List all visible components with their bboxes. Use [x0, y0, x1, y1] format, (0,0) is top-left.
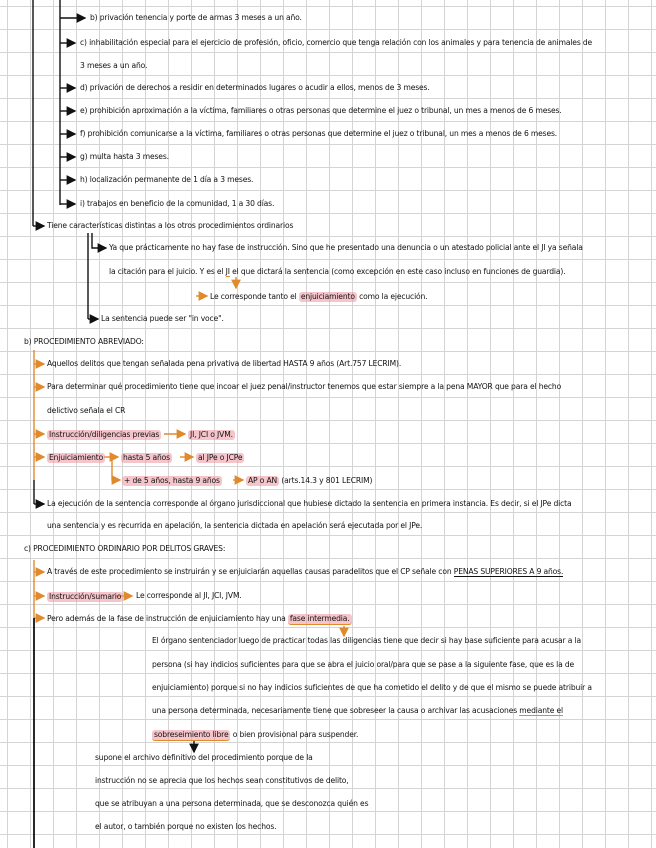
mediante-el-underlined: mediante el — [519, 706, 563, 715]
list-item-c: c) inhabilitación especial para el ejercicio de profesión, oficio, comercio que tenga relación con los animales y para tenencia de animales de — [80, 38, 593, 47]
sobreseimiento-line3: que se atribuyan a una persona determinada, que se desconozca quién es — [95, 799, 369, 808]
leve-instruccion-line2: la citación para el juicio. Y es el JI el que dictará la sentencia (como excepción en este caso incluso en funciones de guardia). — [109, 267, 566, 276]
sobreseimiento-line2: instrucción no se aprecia que los hechos sean constitutivos de delito, — [95, 776, 349, 785]
leve-instruccion-line1: Ya que prácticamente no hay fase de instrucción. Sino que he presentado una denuncia o un atestado policial ante el JI ya señala — [109, 243, 583, 252]
leve-corresponde: Le corresponde tanto el enjuiciamiento como la ejecución. — [210, 292, 428, 301]
abreviado-enjuiciamiento: Enjuiciamiento — [49, 453, 104, 462]
ordinario-p1: A través de este procedimiento se instruirán y se enjuiciarán aquellas causas paradelitos que el CP señale con PENAS SUPERIORES A 9 años. — [47, 567, 564, 576]
abreviado-instruccion-value: JI, JCI o JVM. — [190, 430, 233, 439]
instruccion-label: Instrucción/diligencias previas — [49, 430, 160, 439]
leve-caracteristicas: Tiene características distintas a los otros procedimientos ordinarios — [47, 221, 294, 230]
intermedia-line5: sobreseimiento libre o bien provisional para suspender. — [154, 730, 359, 739]
abreviado-ejecucion-line2: una sentencia y es recurrida en apelación, la sentencia dictada en apelación será ejecutada por el JPe. — [47, 521, 423, 530]
sobreseimiento-line1: supone el archivo definitivo del procedimiento porque de la — [95, 753, 313, 762]
abreviado-ap-an: AP o AN (arts.14.3 y 801 LECRIM) — [248, 476, 373, 485]
intermedia-line2: persona (si hay indicios suficientes para que se abra el juicio oral/para que se pase a la siguiente fase, que es la de — [152, 660, 575, 669]
intermedia-line3: enjuiciamiento) porque si no hay indicios suficientes de que ha cometido el delito y de que el mismo se puede atribuir a — [152, 683, 592, 692]
abreviado-jpe: al JPe o JCPe — [198, 453, 243, 462]
ordinario-instruccion-value: Le corresponde al JI, JCI, JVM. — [136, 591, 242, 600]
list-item-f: f) prohibición comunicarse a la víctima, familiares o otras personas que determine el juez o tribunal, un mes a menos de 6 meses. — [80, 129, 558, 138]
list-item-i: i) trabajos en beneficio de la comunidad, 1 a 30 días. — [80, 199, 275, 208]
fase-intermedia-highlight: fase intermedia. — [289, 614, 350, 623]
sobreseimiento-line4: el autor, o también porque no existen los hechos. — [95, 822, 277, 831]
list-item-g: g) multa hasta 3 meses. — [80, 152, 169, 161]
ji-underlined: JI — [225, 267, 230, 276]
penas-superiores-underlined: PENAS SUPERIORES A 9 años. — [453, 567, 564, 576]
list-item-c-cont: 3 meses a un año. — [80, 61, 148, 70]
list-item-e: e) prohibición aproximación a la víctima, familiares o otras personas que determine el juez o tribunal, un mes a menos de 6 meses. — [80, 106, 562, 115]
list-item-h: h) localización permanente de 1 día a 3 meses. — [80, 175, 254, 184]
abreviado-p1: Aquellos delitos que tengan señalada pena privativa de libertad HASTA 9 años (Art.757 LECRIM). — [47, 359, 402, 368]
abreviado-p2b: delictivo señala el CR — [47, 406, 126, 415]
sobreseimiento-libre-highlight: sobreseimiento libre — [154, 730, 229, 739]
ordinario-heading: c) PROCEDIMIENTO ORDINARIO POR DELITOS GRAVES: — [24, 544, 226, 553]
enjuiciamiento-highlight: enjuiciamiento — [300, 292, 355, 301]
abreviado-p2a: Para determinar qué procedimiento tiene que incoar el juez penal/instructor tenemos que estar siempre a la pena MAYOR que para el hecho — [47, 382, 562, 391]
list-item-b: b) privación tenencia y porte de armas 3 meses a un año. — [90, 13, 302, 22]
ordinario-fase-intermedia: Pero además de la fase de instrucción de enjuiciamiento hay una fase intermedia. — [47, 614, 350, 623]
intermedia-line4: una persona determinada, necesariamente tiene que sobreseer la causa o archivar las acusaciones mediante el — [152, 706, 563, 715]
abreviado-ejecucion-line1: La ejecución de la sentencia corresponde al órgano jurisdiccional que hubiese dictado la sentencia en primera instancia. Es decir, si el JPe dicta — [47, 499, 572, 508]
abreviado-heading: b) PROCEDIMIENTO ABREVIADO: — [24, 337, 144, 346]
list-item-d: d) privación de derechos a residir en determinados lugares o acudir a ellos, menos de 3 meses. — [80, 83, 430, 92]
abreviado-instruccion — [47, 430, 161, 440]
abreviado-mas-5: + de 5 años, hasta 9 años — [124, 476, 220, 485]
ordinario-instruccion: Instrucción/sumario — [49, 592, 122, 601]
intermedia-line1: El órgano sentenciador luego de practicar todas las diligencias tiene que decir si hay base suficiente para acusar a la — [152, 636, 581, 645]
leve-sentencia: La sentencia puede ser "in voce". — [101, 314, 224, 323]
abreviado-hasta-5: hasta 5 años — [123, 453, 170, 462]
